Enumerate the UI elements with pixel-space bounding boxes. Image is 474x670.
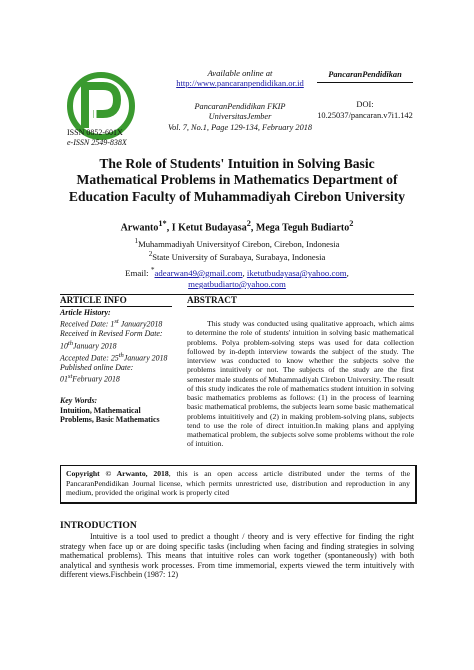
- email-line: [60, 264, 414, 290]
- introduction-body: [60, 532, 414, 580]
- affiliation-2-text: State University of Surabaya, Surabaya, Indonesia: [152, 252, 326, 263]
- journal-name: PancaranPendidikan FKIP: [194, 102, 286, 111]
- author-2-sup: 2: [246, 219, 251, 228]
- history-published-label: Published online Date:: [60, 362, 134, 372]
- author-3-sup: 2: [349, 219, 354, 228]
- history-received: Received Date: 1st January2018: [60, 318, 163, 330]
- email-sep-1: ,: [242, 267, 247, 278]
- author-1: Arwanto: [120, 222, 159, 234]
- keywords-title: Key Words:: [60, 396, 98, 406]
- affiliation-2: [60, 249, 414, 262]
- copyright-box: [60, 465, 417, 504]
- doi-label: DOI:: [356, 100, 374, 109]
- available-online-text: Available online at: [207, 68, 273, 78]
- history-published: 01stFebruary 2018: [60, 373, 120, 384]
- copyright-label: Copyright © Arwanto, 2018: [66, 469, 169, 478]
- article-info-rule: [60, 306, 172, 307]
- affiliation-1-text: Muhammadiyah Universityof Cirebon, Cirebon, Indonesia: [138, 238, 340, 249]
- email-label: Email:: [125, 267, 151, 278]
- article-title: The Role of Students' Intuition in Solving Basic Mathematical Problems in Mathematics Department of Education Faculty of Muhammadiyah Cirebon University: [68, 156, 406, 204]
- abstract-heading: ABSTRACT: [187, 295, 238, 305]
- affiliations: [60, 236, 414, 263]
- issn-electronic: e-ISSN 2549-838X: [67, 137, 127, 147]
- email-sup: *: [150, 265, 155, 274]
- copyright-text: , this is an open access article distributed under the terms of the PancaranPendidikan Journal license, which permits unrestricted use, distribution and reproduction in any medium, provided the original work is properly cited: [66, 469, 410, 498]
- abstract-rule: [187, 306, 414, 307]
- doi-value: 10.25037/pancaran.v7i1.142: [317, 110, 413, 120]
- email-link-1[interactable]: adearwan49@gmail.com: [154, 267, 243, 278]
- history-title: Article History:: [60, 308, 111, 317]
- author-1-sup: 1*: [158, 219, 167, 228]
- introduction-heading: INTRODUCTION: [60, 520, 137, 531]
- author-2: , I Ketut Budayasa: [166, 222, 247, 234]
- article-info-heading: ARTICLE INFO: [60, 295, 127, 305]
- author-3: , Mega Teguh Budiarto: [250, 222, 350, 234]
- issn-print: ISSN 0852-601X: [67, 128, 123, 137]
- email-link-3[interactable]: megatbudiarto@yahoo.com: [188, 278, 286, 289]
- volume-line: Vol. 7, No.1, Page 129-134, February 2018: [167, 122, 313, 132]
- email-sep-2: ,: [346, 267, 349, 278]
- article-info-column: [60, 308, 172, 425]
- university-name: UniversitasJember: [208, 112, 272, 122]
- doi-block: [305, 100, 425, 121]
- history-accepted: Accepted Date: 25thJanuary 2018: [60, 351, 168, 363]
- abstract-body: [187, 319, 414, 449]
- affiliation-1: [60, 236, 414, 249]
- email-link-2[interactable]: iketutbudayasa@yahoo.com: [246, 267, 347, 278]
- journal-url-link[interactable]: http://www.pancaranpendidikan.or.id: [176, 78, 304, 88]
- abstract-text: This study was conducted using qualitative approach, which aims to determine the role of students' intuition in solving basic mathematical problems. Polya problem-solving steps was used for data collection followed by in-depth interview towards the subject of the study. The interview was conducted to know whether the subjects solve the problems intuitively or not. The subjects of the study are the first semester male students of Muhammadiyah Cirebon University. The result of this study indicates the role of mathematics student intuition in solving basic mathematics problems as follows: (1) in the process of learning basic mathematical problems, the subjects learn some basic mathematical problems intuititively and (2) in making problem-solving plans, subjects tend to use the role of direct intuition.In making plans and applying mathematical problem, the subjects solve some problems without the role of intuition.: [187, 319, 414, 449]
- affiliation-2-sup: 2: [148, 250, 153, 259]
- keywords: Intuition, Mathematical Problems, Basic Mathematics: [60, 405, 160, 425]
- introduction-text: Intuitive is a tool used to predict a thought / theory and is very effective for finding the right strategy when face up or are doing specific tasks (including when facing and finding strategies in solving mathematical problems). This means that intuitive roles can work together (spontaneously) with both analytical and synthesis work processes. From time immemorial, experts viewed the term intuitively with different views.Fischbein (1987: 12): [60, 532, 414, 580]
- journal-brand: PancaranPendidikan: [317, 70, 413, 83]
- history-revised: Received in Revised Form Date: 10thJanuary 2018: [60, 329, 163, 351]
- availability-block: [140, 68, 340, 88]
- issn-block: [67, 128, 127, 147]
- author-line: [60, 219, 414, 233]
- affiliation-1-sup: 1: [134, 237, 139, 245]
